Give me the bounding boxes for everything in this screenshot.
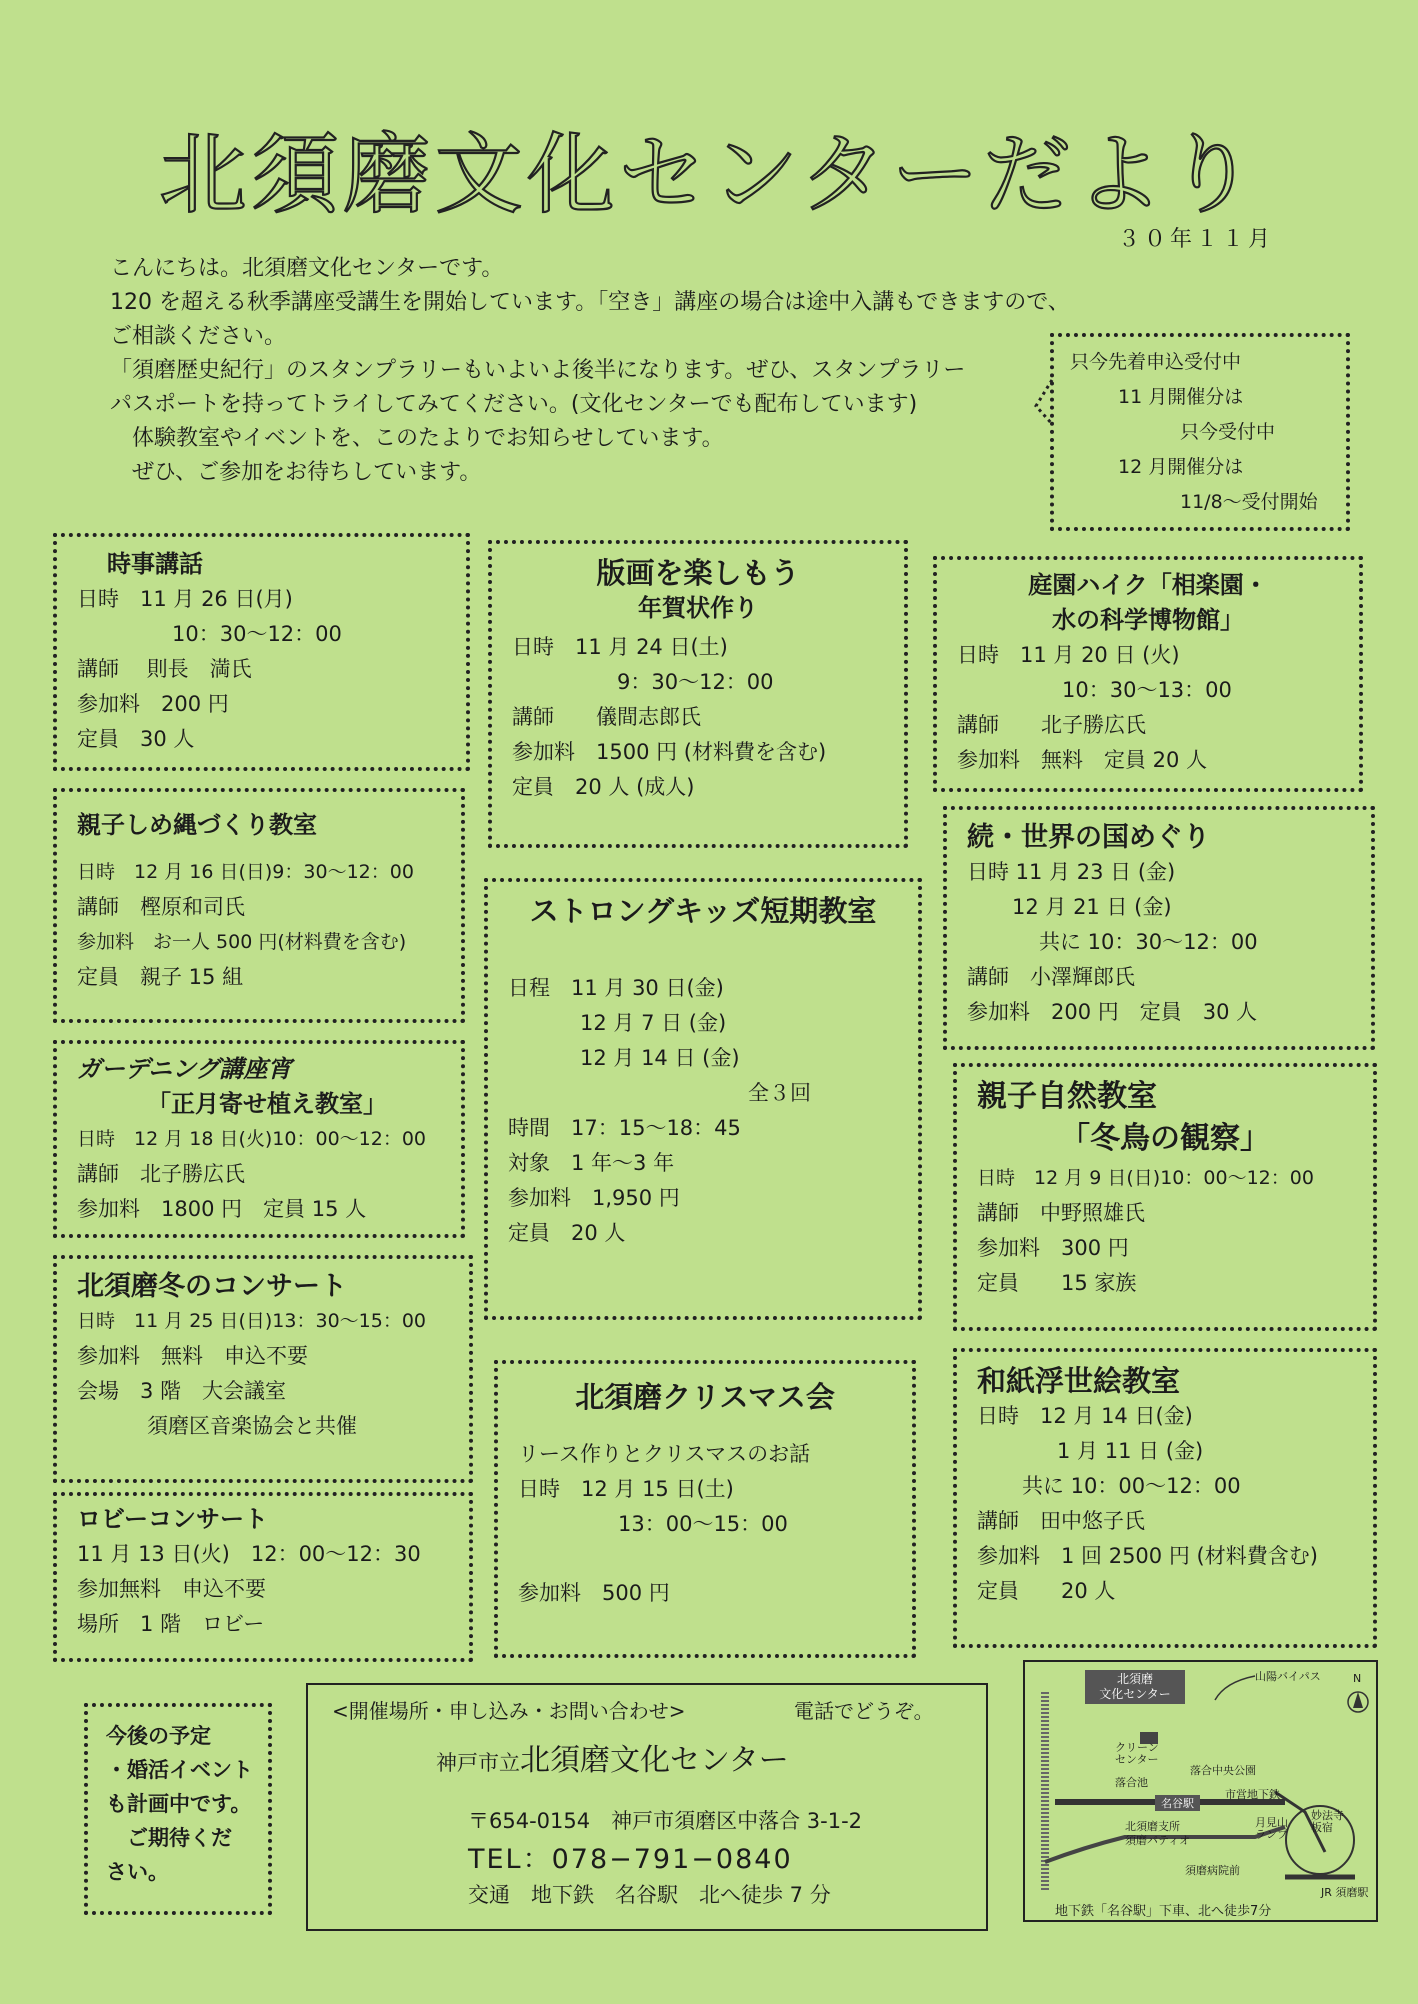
event-line: 参加料 1500 円 (材料費を含む) <box>512 740 827 764</box>
event-line: 定員 親子 15 組 <box>77 965 244 989</box>
event-title: 北須磨冬のコンサート <box>77 1271 347 1302</box>
future-line: さい。 <box>106 1860 169 1884</box>
notice-line: 只今先着申込受付中 <box>1070 351 1242 373</box>
event-title: ガーデニング講座宵 <box>77 1055 292 1083</box>
page-title: 北須磨文化センターだより <box>158 123 1260 226</box>
contact-header: <開催場所・申し込み・お問い合わせ> <box>332 1699 686 1723</box>
event-line: 10：30～13：00 <box>1062 678 1232 702</box>
event-gardening <box>53 1040 465 1238</box>
event-subtitle: 水の科学博物館」 <box>1052 606 1244 634</box>
event-line: 9：30～12：00 <box>617 670 774 694</box>
event-line: 日程 11 月 30 日(金) <box>508 976 724 1000</box>
event-sekai <box>943 806 1375 1050</box>
event-line: 10：30～12：00 <box>172 622 342 646</box>
event-line: 共に 10：30～12：00 <box>1039 930 1258 954</box>
map-clean-center: クリーン センター <box>1115 1741 1159 1766</box>
event-line: 参加料 300 円 <box>977 1236 1129 1260</box>
event-title: 庭園ハイク「相楽園・ <box>1028 571 1268 599</box>
intro-line: パスポートを持ってトライしてみてください。(文化センターでも配布しています) <box>110 392 918 417</box>
future-plans <box>84 1703 272 1915</box>
map-patio: 須磨パティオ <box>1125 1834 1191 1847</box>
event-shizen <box>953 1063 1377 1331</box>
event-christmas <box>494 1360 916 1658</box>
map-center-label: 北須磨 文化センター <box>1085 1670 1185 1704</box>
event-line: 参加料 200 円 定員 30 人 <box>967 1000 1258 1024</box>
event-line: 参加料 1 回 2500 円 (材料費含む) <box>977 1544 1318 1568</box>
event-title: 版画を楽しもう <box>596 556 800 590</box>
event-line: 13：00～15：00 <box>618 1512 788 1536</box>
intro-text <box>110 252 1070 490</box>
future-title: 今後の予定 <box>106 1724 211 1748</box>
contact-address: 〒654-0154 神戸市須磨区中落合 3-1-2 <box>468 1809 863 1833</box>
event-strong-kids <box>484 878 922 1320</box>
event-line: 11 月 13 日(火) 12：00～12：30 <box>77 1542 421 1566</box>
notice-line: 11/8～受付開始 <box>1180 491 1318 513</box>
org-name: 北須磨文化センター <box>520 1743 789 1778</box>
notice-box <box>1050 333 1350 531</box>
event-line: 講師 則長 満氏 <box>77 657 252 681</box>
event-shimenawa <box>53 788 465 1023</box>
map-myohoji: 妙法寺 板宿 <box>1311 1809 1344 1834</box>
event-line: 日時 11 月 26 日(月) <box>77 587 293 611</box>
event-line: 参加料 1,950 円 <box>508 1186 680 1210</box>
event-subtitle: 「冬鳥の観察」 <box>1060 1121 1270 1156</box>
event-line: 講師 樫原和司氏 <box>77 895 245 919</box>
intro-line: 120 を超える秋季講座受講生を開始しています。「空き」講座の場合は途中入講もできますので、 <box>110 290 1070 315</box>
contact-box <box>306 1683 988 1931</box>
event-line: 定員 20 人 <box>977 1579 1116 1603</box>
future-line: も計画中です。 <box>106 1792 252 1816</box>
event-line: 講師 中野照雄氏 <box>977 1201 1145 1225</box>
notice-pointer <box>1030 378 1054 428</box>
map-caption: 地下鉄「名谷駅」下車、北へ徒歩7分 <box>1055 1904 1272 1919</box>
intro-line: 「須磨歴史紀行」のスタンプラリーもいよいよ後半になります。ぜひ、スタンプラリー <box>110 358 966 383</box>
event-title: 時事講話 <box>107 550 203 578</box>
map-north: N <box>1353 1672 1362 1685</box>
event-line: リース作りとクリスマスのお話 <box>518 1442 811 1466</box>
contact-tel: TEL：078−791−0840 <box>468 1844 793 1875</box>
event-jiji <box>53 533 470 771</box>
event-line: 講師 小澤輝郎氏 <box>967 965 1135 989</box>
event-line: 時間 17：15～18：45 <box>508 1116 741 1140</box>
event-line: 対象 1 年～3 年 <box>508 1151 675 1175</box>
event-line: 日時 12 月 18 日(火)10：00～12：00 <box>77 1128 427 1150</box>
future-line: ご期待くだ <box>106 1826 232 1850</box>
event-hanga <box>488 540 908 848</box>
map-drawing <box>1025 1662 1376 1920</box>
contact-org <box>436 1735 789 1779</box>
event-title: ストロングキッズ短期教室 <box>529 894 877 928</box>
future-line: ・婚活イベント <box>106 1758 253 1782</box>
event-title: 和紙浮世絵教室 <box>977 1364 1181 1398</box>
event-line: 参加料 1800 円 定員 15 人 <box>77 1197 367 1221</box>
event-title: 親子自然教室 <box>977 1079 1157 1114</box>
notice-line: 11 月開催分は <box>1118 386 1244 408</box>
event-line: 日時 12 月 14 日(金) <box>977 1404 1193 1428</box>
event-lobby-concert <box>53 1492 473 1662</box>
event-title: 続・世界の国めぐり <box>967 822 1210 853</box>
map-bypass: 山陽バイパス <box>1255 1670 1321 1683</box>
event-line: 日時 11 月 24 日(土) <box>512 635 728 659</box>
intro-line: 体験教室やイベントを、このたよりでお知らせしています。 <box>110 426 724 451</box>
event-title: 北須磨クリスマス会 <box>575 1380 835 1414</box>
event-line: 12 月 7 日 (金) <box>580 1011 727 1035</box>
event-line: 講師 北子勝広氏 <box>957 713 1146 737</box>
event-subtitle: 年賀状作り <box>638 594 758 622</box>
event-line: 参加料 500 円 <box>518 1581 670 1605</box>
access-map <box>1023 1660 1378 1922</box>
event-title: ロビーコンサート <box>77 1505 269 1533</box>
intro-line: こんにちは。北須磨文化センターです。 <box>110 256 504 281</box>
event-line: 12 月 21 日 (金) <box>1012 895 1172 919</box>
notice-line: 12 月開催分は <box>1118 456 1244 478</box>
event-line: 定員 15 家族 <box>977 1271 1137 1295</box>
event-line: 日時 12 月 16 日(日)9：30～12：00 <box>77 861 414 883</box>
event-line: 講師 田中悠子氏 <box>977 1509 1145 1533</box>
map-jr: JR 須磨駅 <box>1321 1886 1369 1899</box>
event-line: 会場 3 階 大会議室 <box>77 1379 287 1403</box>
event-concert <box>53 1255 473 1483</box>
event-line: 定員 20 人 <box>508 1221 626 1245</box>
map-hospital: 須磨病院前 <box>1185 1864 1240 1877</box>
event-line: 場所 1 階 ロビー <box>77 1612 265 1636</box>
issue-date: ３０年１１月 <box>1118 227 1275 252</box>
event-line: 定員 30 人 <box>77 727 195 751</box>
event-line: 共に 10：00～12：00 <box>1022 1474 1241 1498</box>
event-line: 参加料 無料 定員 20 人 <box>957 748 1208 772</box>
event-line: 講師 北子勝広氏 <box>77 1162 245 1186</box>
contact-access: 交通 地下鉄 名谷駅 北へ徒歩 7 分 <box>468 1883 831 1907</box>
event-line: 参加料 200 円 <box>77 692 229 716</box>
notice-line: 只今受付中 <box>1180 421 1276 443</box>
intro-line: ご相談ください。 <box>110 324 287 349</box>
map-branch: 北須磨支所 <box>1125 1820 1180 1833</box>
event-line: 参加無料 申込不要 <box>77 1577 266 1601</box>
event-line: 全３回 <box>748 1081 811 1105</box>
event-line: 講師 儀間志郎氏 <box>512 705 701 729</box>
map-pond: 落合池 <box>1115 1776 1148 1789</box>
map-subway: 市営地下鉄 <box>1225 1788 1280 1801</box>
event-line: 須磨区音楽協会と共催 <box>147 1414 357 1438</box>
event-line: 定員 20 人 (成人) <box>512 775 695 799</box>
event-line: 参加料 無料 申込不要 <box>77 1344 308 1368</box>
event-line: 日時 11 月 25 日(日)13：30～15：00 <box>77 1310 427 1332</box>
event-line: 参加料 お一人 500 円(材料費を含む) <box>77 931 407 953</box>
event-line: 日時 11 月 20 日 (火) <box>957 643 1180 667</box>
map-park: 落合中央公園 <box>1190 1764 1256 1777</box>
map-station: 名谷駅 <box>1155 1795 1200 1811</box>
event-line: 12 月 14 日 (金) <box>580 1046 740 1070</box>
event-title: 親子しめ縄づくり教室 <box>77 811 317 839</box>
event-line: 日時 11 月 23 日 (金) <box>967 860 1176 884</box>
org-prefix: 神戸市立 <box>436 1751 520 1775</box>
event-washi <box>953 1348 1377 1648</box>
event-line: 日時 12 月 15 日(土) <box>518 1477 734 1501</box>
event-subtitle: 「正月寄せ植え教室」 <box>147 1090 387 1118</box>
event-line: 日時 12 月 9 日(日)10：00～12：00 <box>977 1167 1314 1189</box>
map-tsukimiyama: 月見山 ランプ <box>1255 1816 1288 1841</box>
event-teien-hike <box>933 556 1363 792</box>
intro-line: ぜひ、ご参加をお待ちしています。 <box>110 460 482 485</box>
event-line: 1 月 11 日 (金) <box>1057 1439 1204 1463</box>
contact-phone-note: 電話でどうぞ。 <box>794 1699 934 1723</box>
